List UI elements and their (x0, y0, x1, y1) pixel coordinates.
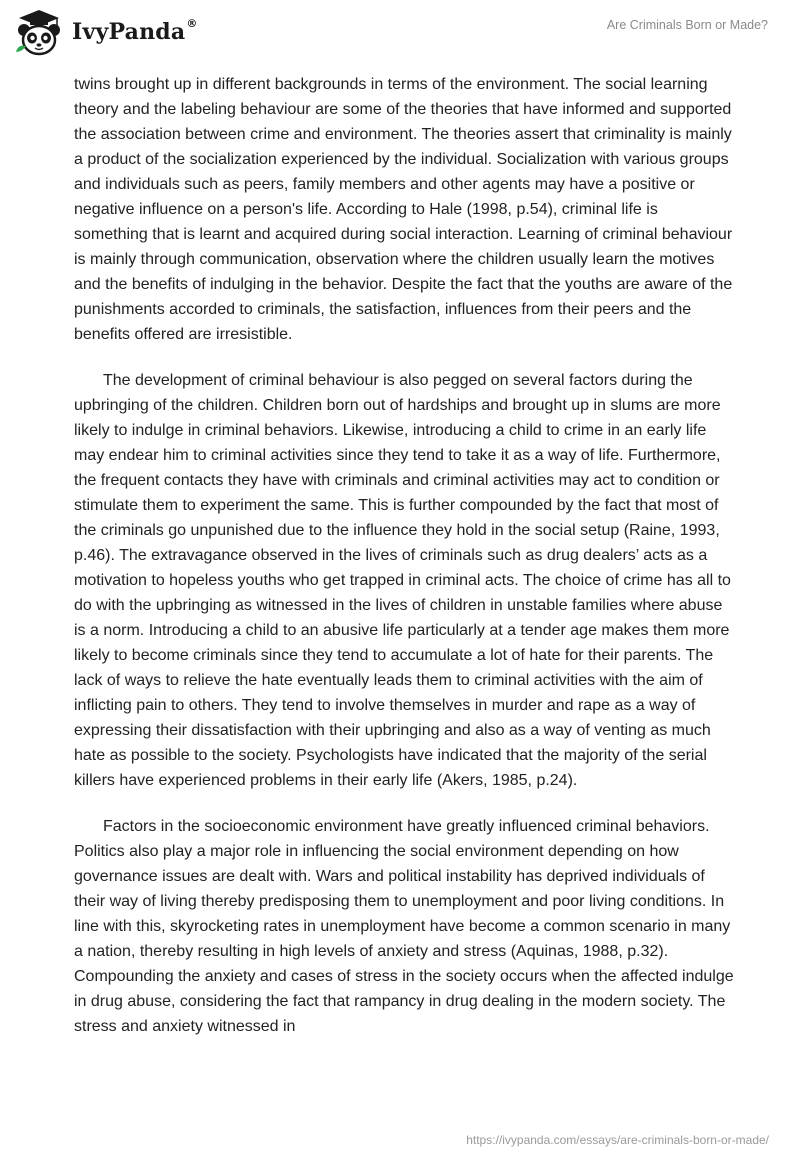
page-header (0, 0, 800, 70)
source-url[interactable]: https://ivypanda.com/essays/are-criminals-born-or-made/ (466, 1133, 769, 1147)
brand-name-text: IvyPanda (72, 19, 186, 45)
brand-logo[interactable] (14, 8, 198, 56)
paragraph: The development of criminal behaviour is also pegged on several factors during the upbringing of the children. Children born out of hardships and brought up in slums are more likely to indulge in criminal behaviors. Likewise, introducing a child to crime in an early life may endear him to criminal activities since they tend to take it as a way of life. Furthermore, the frequent contacts they have with criminals and criminal activities may act to condition or stimulate them to experiment the same. This is further compounded by the fact that most of the criminals go unpunished due to the influence they hold in the social setup (Raine, 1993, p.46). The extravagance observed in the lives of criminals such as drug dealers’ acts as a motivation to hopeless youths who get trapped in criminal acts. The choice of crime has all to do with the upbringing as witnessed in the lives of children in unstable families where abuse is a norm. Introducing a child to an abusive life particularly at a tender age makes them more likely to become criminals since they tend to accumulate a lot of hate for their parents. The lack of ways to relieve the hate eventually leads them to criminal activities with the aim of inflicting pain to others. They tend to involve themselves in murder and rape as a way of expressing their dissatisfaction with their upbringing and also as a way of venting as much hate as possible to the society. Psychologists have indicated that the majority of the serial killers have experienced problems in their early life (Akers, 1985, p.24). (74, 372, 731, 789)
panda-graduate-icon (14, 8, 64, 56)
brand-name (72, 19, 198, 45)
paragraph: twins brought up in different backgrounds in terms of the environment. The social learning theory and the labeling behaviour are some of the theories that have informed and supported the association between crime and environment. The theories assert that criminality is mainly a product of the socialization experienced by the individual. Socialization with various groups and individuals such as peers, family members and other agents may have a positive or negative influence on a person's life. According to Hale (1998, p.54), criminal life is something that is learnt and acquired during social interaction. Learning of criminal behaviour is mainly through communication, observation where the children usually learn the motives and the benefits of indulging in the behavior. Despite the fact that the youths are aware of the punishments accorded to criminals, the satisfaction, influences from their peers and the benefits offered are irresistible. (74, 76, 733, 343)
essay-body (74, 72, 734, 1060)
document-title: Are Criminals Born or Made? (606, 18, 768, 32)
registered-mark: ® (186, 17, 198, 30)
paragraph: Factors in the socioeconomic environment have greatly influenced criminal behaviors. Politics also play a major role in influencing the social environment depending on how governance issues are dealt with. Wars and political instability has deprived individuals of their way of living thereby predisposing them to unemployment and poor living conditions. In line with this, skyrocketing rates in unemployment have become a common scenario in many a nation, thereby resulting in high levels of anxiety and stress (Aquinas, 1988, p.32). Compounding the anxiety and cases of stress in the society occurs when the affected indulge in drug abuse, considering the fact that rampancy in drug dealing in the modern society. The stress and anxiety witnessed in (74, 818, 734, 1035)
